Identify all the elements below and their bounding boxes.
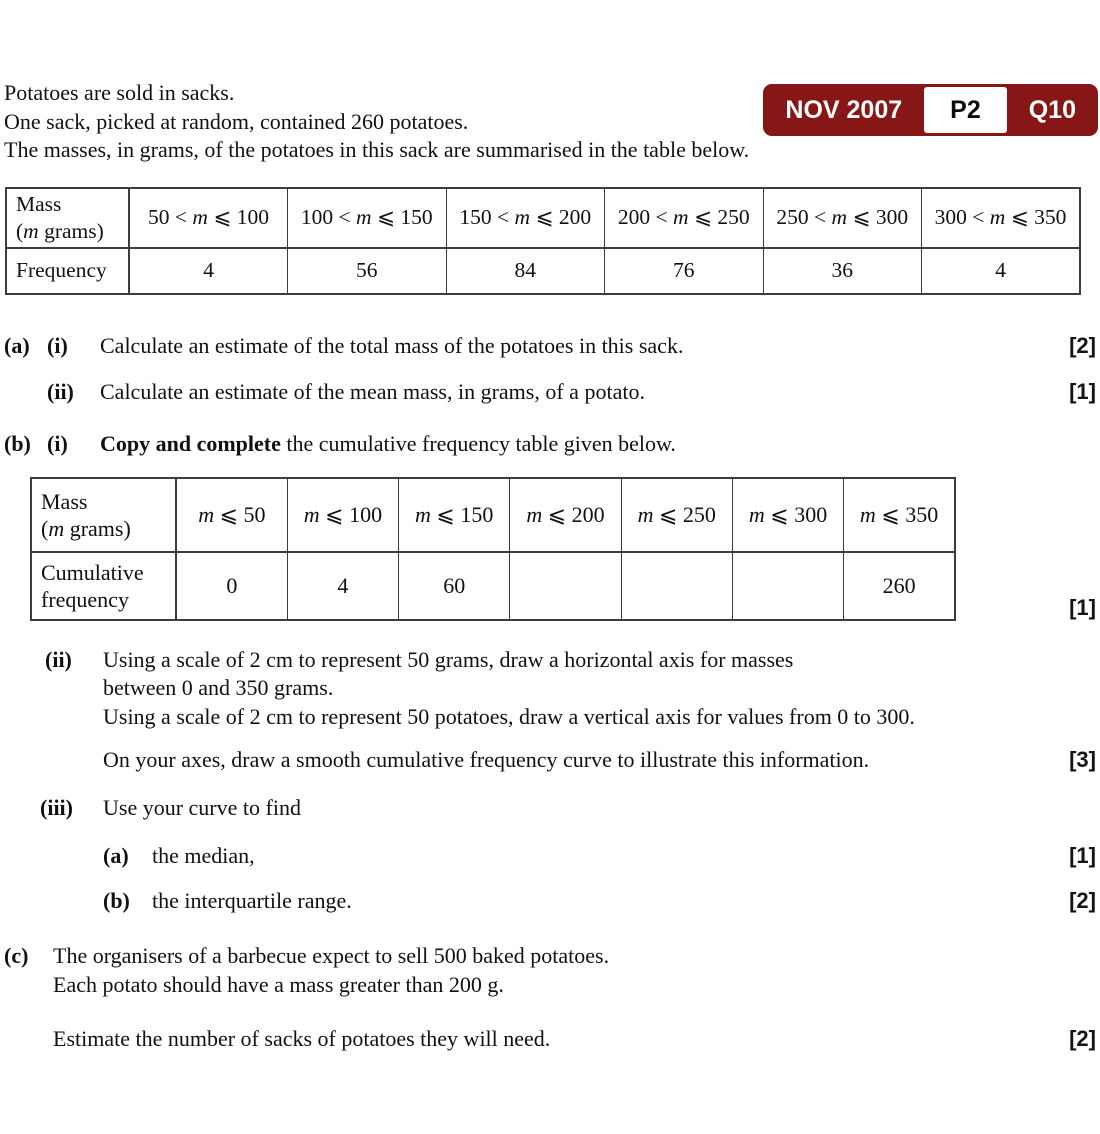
mass-bound: m ⩽ 350 — [844, 478, 955, 552]
cumulative-value: 260 — [844, 552, 955, 620]
b-ii-line-3: Using a scale of 2 cm to represent 50 potatoes, draw a vertical axis for values from 0 to 300. — [103, 703, 915, 729]
mass-label-line1: Mass — [16, 191, 62, 216]
question-c — [4, 942, 1096, 999]
question-b-iii-a — [4, 842, 1096, 870]
mass-header-label — [6, 188, 129, 248]
frequency-value: 76 — [605, 248, 764, 294]
b-ii-line-1: Using a scale of 2 cm to represent 50 grams, draw a horizontal axis for masses — [103, 646, 794, 672]
question-b-iii-b — [4, 887, 1096, 915]
mark-b-iii-b: [2] — [1069, 888, 1096, 913]
cumulative-value: 4 — [287, 552, 398, 620]
question-c-estimate — [4, 1025, 1096, 1053]
frequency-value: 84 — [446, 248, 605, 294]
mass-interval: 50 < m ⩽ 100 — [129, 188, 288, 248]
question-badge — [763, 84, 1098, 136]
question-b-iii — [4, 794, 1096, 822]
mass-interval: 200 < m ⩽ 250 — [605, 188, 764, 248]
question-b-iii-text: Use your curve to find — [103, 795, 301, 820]
b-ii-line-4: On your axes, draw a smooth cumulative frequency curve to illustrate this information. — [103, 747, 870, 772]
mark-b-ii: [3] — [1069, 747, 1096, 772]
b-ii-line-2: between 0 and 350 grams. — [103, 675, 334, 700]
badge-session: NOV 2007 — [785, 95, 903, 124]
mass-label-line2: (m grams) — [16, 218, 104, 243]
mark-b-i: [1] — [1069, 594, 1096, 620]
sub-label-i: (i) — [47, 332, 68, 358]
cumulative-frequency-table — [30, 477, 956, 621]
cumulative-value: 0 — [176, 552, 287, 620]
table-row — [31, 478, 955, 552]
question-b-i-bold: Copy and complete — [100, 430, 281, 456]
c-line-3: Estimate the number of sacks of potatoes they will need. — [53, 1026, 551, 1051]
cumulative-label-line1: Cumulative — [41, 559, 144, 585]
sub-label-iii: (iii) — [40, 795, 73, 820]
mass-bound: m ⩽ 300 — [732, 478, 843, 552]
question-b-ii-text — [103, 646, 1096, 732]
part-label-c: (c) — [4, 943, 29, 968]
mass-header-label — [31, 478, 176, 552]
mass-interval: 100 < m ⩽ 150 — [288, 188, 447, 248]
part-label-a: (a) — [4, 332, 30, 358]
mass-interval: 300 < m ⩽ 350 — [922, 188, 1081, 248]
c-line-1: The organisers of a barbecue expect to sell 500 baked potatoes. — [53, 943, 610, 968]
mass-bound: m ⩽ 100 — [287, 478, 398, 552]
cumulative-value: 60 — [399, 552, 510, 620]
b-iii-a-text: the median, — [152, 843, 255, 868]
mark-c: [2] — [1069, 1026, 1096, 1051]
intro-line-3: The masses, in grams, of the potatoes in this sack are summarised in the table below. — [4, 137, 750, 162]
intro-line-2: One sack, picked at random, contained 260 potatoes. — [4, 108, 469, 134]
mass-frequency-table — [5, 187, 1081, 295]
question-a-i — [4, 332, 1096, 360]
mass-bound: m ⩽ 50 — [176, 478, 287, 552]
frequency-value: 56 — [288, 248, 447, 294]
cumulative-value-blank — [510, 552, 621, 620]
mass-label-line2: (m grams) — [41, 515, 131, 541]
mass-interval: 150 < m ⩽ 200 — [446, 188, 605, 248]
mark-a-ii: [1] — [1069, 378, 1096, 404]
mass-interval: 250 < m ⩽ 300 — [763, 188, 922, 248]
question-b-ii — [4, 646, 1096, 732]
table-row — [31, 552, 955, 620]
question-b-i-text — [100, 430, 1096, 458]
sub-label-b: (b) — [103, 888, 130, 913]
sub-label-ii: (ii) — [47, 378, 74, 404]
table-row — [6, 248, 1080, 294]
c-line-2: Each potato should have a mass greater than 200 g. — [53, 971, 504, 997]
frequency-value: 36 — [763, 248, 922, 294]
b-iii-b-text: the interquartile range. — [152, 888, 352, 913]
cumulative-table-section — [4, 477, 1096, 621]
question-page — [0, 79, 1100, 1053]
question-c-text — [53, 942, 1096, 999]
sub-label-a: (a) — [103, 843, 129, 868]
cumulative-value-blank — [621, 552, 732, 620]
sub-label-i: (i) — [47, 430, 68, 456]
badge-paper: P2 — [924, 87, 1007, 133]
intro-line-1: Potatoes are sold in sacks. — [4, 80, 235, 105]
mass-label-line1: Mass — [41, 488, 88, 514]
frequency-value: 4 — [922, 248, 1081, 294]
mark-a-i: [2] — [1069, 332, 1096, 358]
table-row — [6, 188, 1080, 248]
mass-bound: m ⩽ 200 — [510, 478, 621, 552]
mark-b-iii-a: [1] — [1069, 843, 1096, 868]
mass-bound: m ⩽ 150 — [399, 478, 510, 552]
mass-bound: m ⩽ 250 — [621, 478, 732, 552]
question-b-i-rest: the cumulative frequency table given below. — [280, 430, 676, 456]
part-label-b: (b) — [4, 430, 31, 456]
badge-question-number: Q10 — [1028, 95, 1076, 124]
cumulative-value-blank — [732, 552, 843, 620]
question-a-i-text: Calculate an estimate of the total mass of the potatoes in this sack. — [100, 332, 684, 358]
sub-label-ii: (ii) — [45, 646, 72, 672]
cumulative-frequency-row-label — [31, 552, 176, 620]
frequency-value: 4 — [129, 248, 288, 294]
question-a-ii-text: Calculate an estimate of the mean mass, in grams, of a potato. — [100, 378, 645, 404]
question-a-ii — [4, 378, 1096, 406]
frequency-row-label: Frequency — [6, 248, 129, 294]
cumulative-label-line2: frequency — [41, 586, 129, 612]
question-b-ii-curve — [4, 746, 1096, 774]
question-b-i — [4, 430, 1096, 458]
